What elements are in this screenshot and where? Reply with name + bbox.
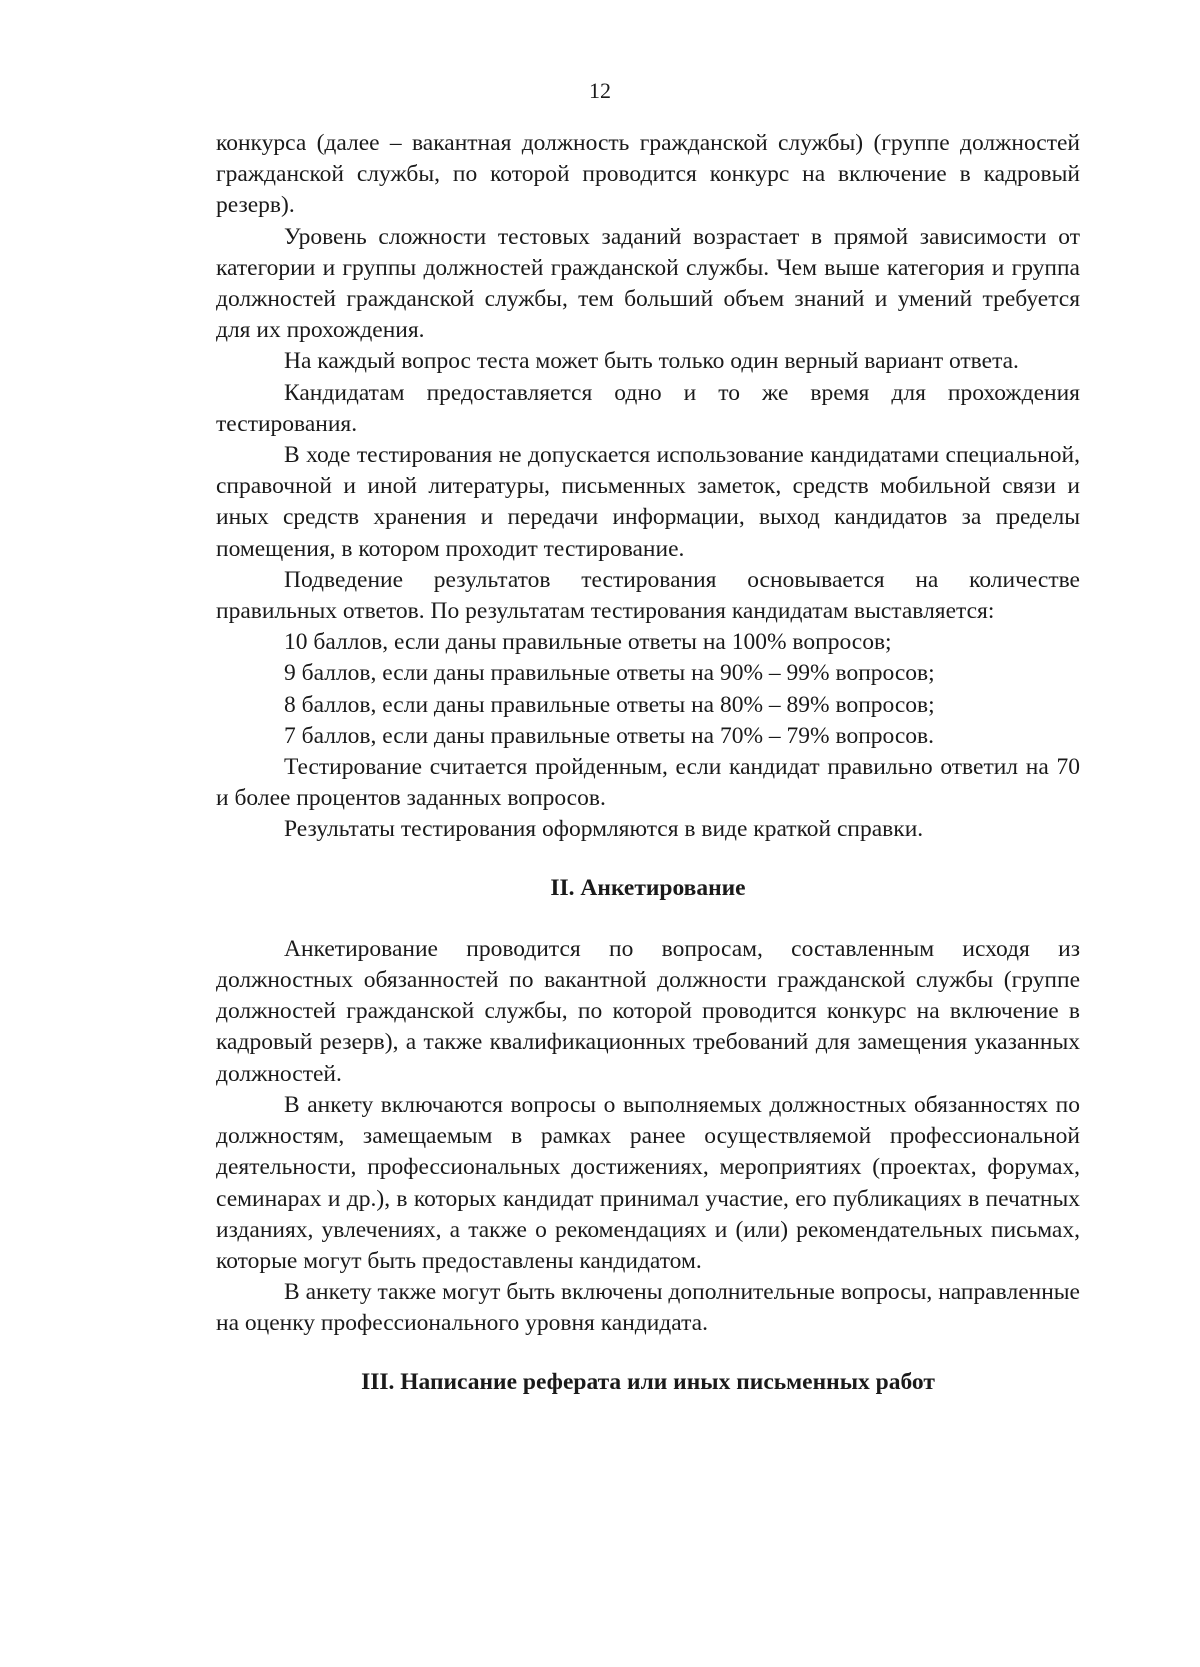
score-item: 9 баллов, если даны правильные ответы на 90% – 99% вопросов; (284, 660, 935, 687)
page-number: 12 (589, 78, 611, 103)
paragraph-pass-threshold: Тестирование считается пройденным, если кандидат правильно ответил на 70 и более процентов заданных вопросов. (216, 754, 1080, 812)
paragraph-survey-contents: В анкету включаются вопросы о выполняемых должностных обязанностях по должностям, замещаемым в рамках ранее осуществляемой профессиональной деятельности, профессиональных достижениях, мероприятиях (проектах, форумах, семинарах и др.), в которых кандидат принимал участие, его публикациях в печатных изданиях, увлечениях, а также о рекомендациях и (или) рекомендательных письмах, которые могут быть предоставлены кандидатом. (216, 1091, 1080, 1274)
paragraph-test-difficulty: Уровень сложности тестовых заданий возрастает в прямой зависимости от категории и группы должностей гражданской службы. Чем выше категория и группа должностей гражданской службы, тем больший объем знаний и умений требуется для их прохождения. (216, 223, 1080, 344)
paragraph-survey-extra: В анкету также могут быть включены дополнительные вопросы, направленные на оценку профессионального уровня кандидата. (216, 1279, 1080, 1337)
paragraph-single-answer: На каждый вопрос теста может быть только один верный вариант ответа. (284, 348, 1019, 375)
paragraph-survey-basis: Анкетирование проводится по вопросам, составленным исходя из должностных обязанностей по вакантной должности гражданской службы (группе должностей гражданской службы, по которой проводится конкурс на включение в кадровый резерв), а также квалификационных требований для замещения указанных должностей. (216, 935, 1080, 1087)
document-body (216, 128, 1080, 1398)
paragraph-equal-time: Кандидатам предоставляется одно и то же время для прохождения тестирования. (216, 379, 1080, 437)
paragraph-continuation: конкурса (далее – вакантная должность гражданской службы) (группе должностей гражданской службы, по которой проводится конкурс на включение в кадровый резерв). (216, 130, 1080, 219)
score-item: 7 баллов, если даны правильные ответы на 70% – 79% вопросов. (284, 722, 935, 749)
paragraph-results-format: Результаты тестирования оформляются в виде краткой справки. (284, 816, 924, 843)
paragraph-prohibitions: В ходе тестирования не допускается использование кандидатами специальной, справочной и иной литературы, письменных заметок, средств мобильной связи и иных средств хранения и передачи информации, выход кандидатов за пределы помещения, в котором проходит тестирование. (216, 442, 1080, 562)
section-heading: II. Анкетирование (550, 874, 746, 901)
score-item: 8 баллов, если даны правильные ответы на 80% – 89% вопросов; (284, 691, 935, 718)
section-heading: III. Написание реферата или иных письменных работ (361, 1368, 935, 1395)
score-item: 10 баллов, если даны правильные ответы на 100% вопросов; (284, 629, 892, 656)
paragraph-results-basis: Подведение результатов тестирования основывается на количестве правильных ответов. По результатам тестирования кандидатам выставляется: (216, 566, 1080, 625)
